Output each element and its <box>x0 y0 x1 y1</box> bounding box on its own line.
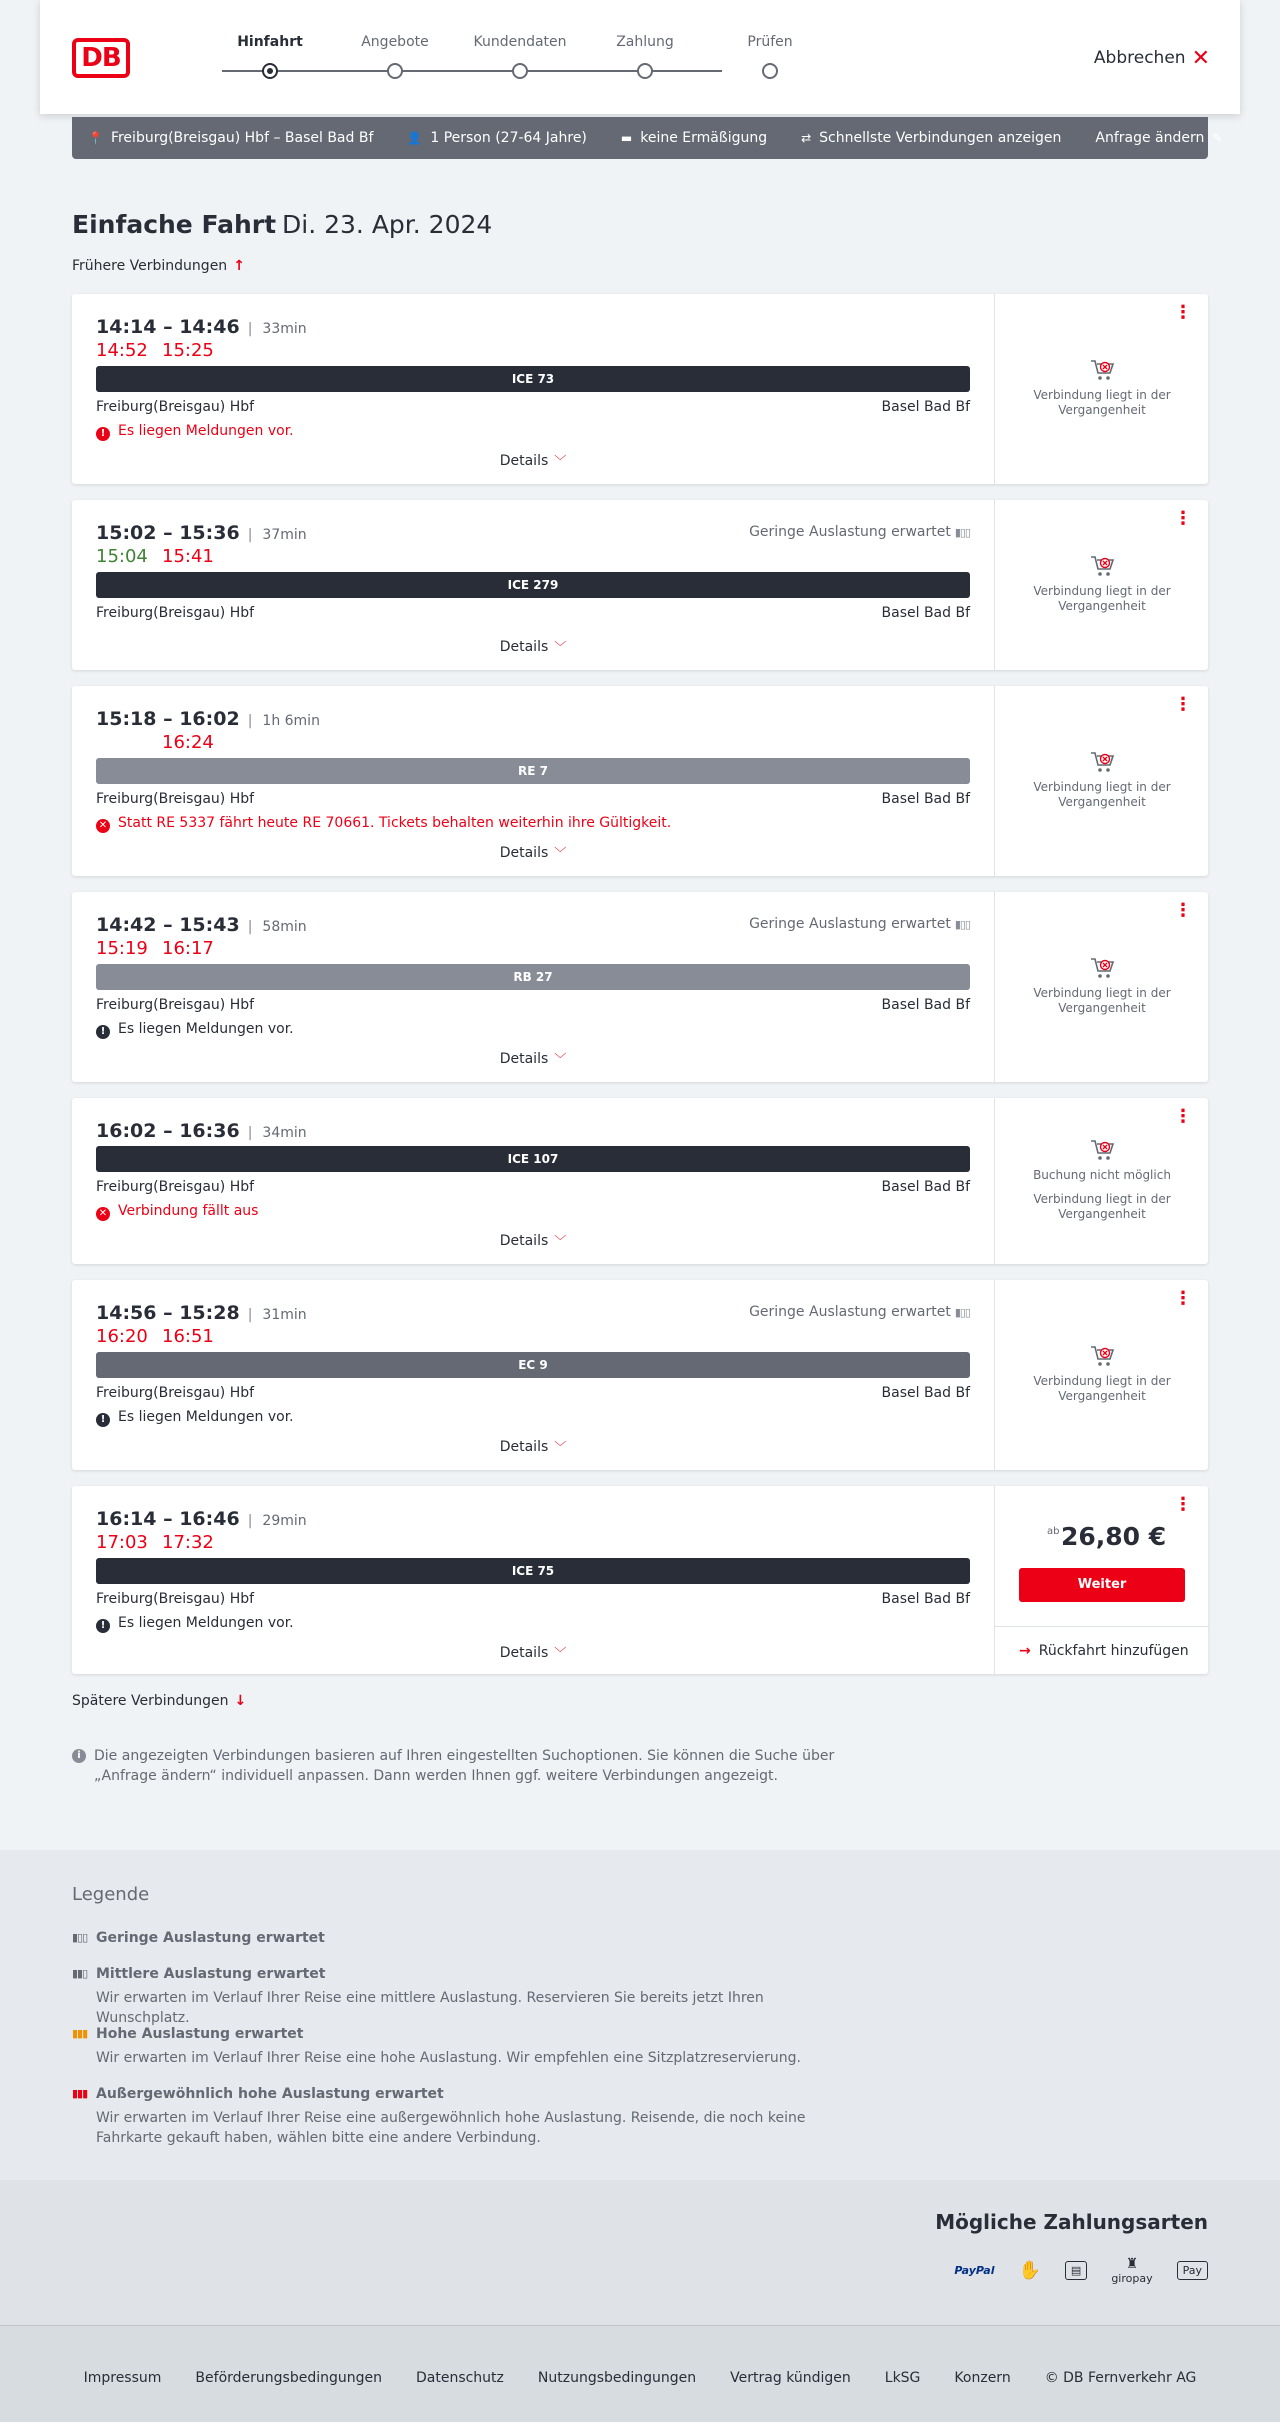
connection-side <box>994 892 1208 1082</box>
duration: | 1h 6min <box>248 713 320 729</box>
connection-side <box>994 1098 1208 1264</box>
sepa-invoice-icon: ▤ <box>1065 2261 1087 2280</box>
origin-station: Freiburg(Breisgau) Hbf <box>96 1591 255 1607</box>
disruption-message <box>96 423 294 441</box>
alert-icon: ! <box>96 1413 110 1427</box>
chevron-down-icon: ﹀ <box>554 1234 567 1248</box>
payment-title: Mögliche Zahlungsarten <box>935 2210 1208 2234</box>
legend-item-text: Wir erwarten im Verlauf Ihrer Reise eine mittlere Auslastung. Reservieren Sie bereits jetzt Ihren Wunschplatz. <box>96 1990 764 2026</box>
realtime-departure: 15:19 <box>96 938 148 959</box>
details-toggle[interactable] <box>72 844 994 861</box>
past-text: Verbindung liegt in der Vergangenheit <box>1033 780 1171 809</box>
later-label: Spätere Verbindungen <box>72 1693 229 1709</box>
duration: | 34min <box>248 1125 307 1141</box>
destination-station: Basel Bad Bf <box>881 605 970 621</box>
realtime-departure: 16:20 <box>96 1326 148 1347</box>
past-connection-info <box>995 1344 1209 1404</box>
step-label: Kundendaten <box>473 34 567 50</box>
occupancy-indicator <box>749 916 970 932</box>
connection-main <box>72 686 994 876</box>
connection-card[interactable] <box>72 1280 1208 1470</box>
footer-link-impressum[interactable]: Impressum <box>83 2370 162 2386</box>
occupancy-text: Geringe Auslastung erwartet <box>749 524 951 540</box>
connection-card[interactable] <box>72 1098 1208 1264</box>
scheduled-times: 14:14 – 14:46 <box>96 316 240 338</box>
legend-item-text: Wir erwarten im Verlauf Ihrer Reise eine außergewöhnlich hohe Auslastung. Reisende, die noch keine Fahrkarte gekauft haben, wählen bitte eine andere Verbindung. <box>96 2110 806 2146</box>
connection-card[interactable] <box>72 686 1208 876</box>
occupancy-extreme-icon: ▮▮▮ <box>72 2087 88 2100</box>
pencil-icon: ✎ <box>1212 131 1223 145</box>
more-options-icon[interactable]: ⋮ <box>1174 508 1192 529</box>
cancellation-message <box>96 1203 258 1221</box>
past-text: Verbindung liegt in der Vergangenheit <box>1033 986 1171 1015</box>
realtime-arrival: 16:24 <box>162 732 214 753</box>
more-options-icon[interactable]: ⋮ <box>1174 1106 1192 1127</box>
destination-station: Basel Bad Bf <box>881 1385 970 1401</box>
more-options-icon[interactable]: ⋮ <box>1174 694 1192 715</box>
details-label: Details <box>499 1233 549 1249</box>
details-toggle[interactable] <box>72 1050 994 1067</box>
footer-copyright: © DB Fernverkehr AG <box>1044 2370 1197 2386</box>
step-pruefen <box>710 34 830 56</box>
payment-methods-section <box>0 2180 1280 2325</box>
cart-unavailable-icon <box>1089 956 1115 980</box>
legend-item <box>72 2086 852 2148</box>
realtime-arrival: 15:25 <box>162 340 214 361</box>
occupancy-low-icon: ▮▯▯ <box>954 1306 970 1319</box>
legend-head-text: Mittlere Auslastung erwartet <box>96 1966 326 1982</box>
origin-station: Freiburg(Breisgau) Hbf <box>96 1179 255 1195</box>
past-connection-info <box>995 750 1209 810</box>
legend-item <box>72 1966 852 2028</box>
chevron-down-icon: ﹀ <box>554 640 567 654</box>
destination-station: Basel Bad Bf <box>881 791 970 807</box>
past-text: Verbindung liegt in der Vergangenheit <box>1033 1192 1171 1221</box>
origin-station: Freiburg(Breisgau) Hbf <box>96 399 255 415</box>
apple-pay-label: Pay <box>1182 2264 1202 2277</box>
edit-search-label: Anfrage ändern <box>1095 130 1205 146</box>
train-bar: ICE 279 <box>96 572 970 598</box>
origin-station: Freiburg(Breisgau) Hbf <box>96 1385 255 1401</box>
alert-icon: ! <box>96 1619 110 1633</box>
location-pin-icon: 📍 <box>88 131 103 145</box>
cancel-label: Abbrechen <box>1093 48 1186 68</box>
step-label: Prüfen <box>747 34 793 50</box>
step-dot <box>387 63 403 79</box>
route-summary <box>88 130 373 146</box>
destination-station: Basel Bad Bf <box>881 997 970 1013</box>
route-text: Freiburg(Breisgau) Hbf – Basel Bad Bf <box>110 130 374 146</box>
past-text: Verbindung liegt in der Vergangenheit <box>1033 584 1171 613</box>
chevron-down-icon: ﹀ <box>554 1646 567 1660</box>
cart-unavailable-icon <box>1089 1138 1115 1162</box>
connection-side <box>994 500 1208 670</box>
legend-head-text: Außergewöhnlich hohe Auslastung erwartet <box>96 2086 444 2102</box>
cancel-button[interactable] <box>1094 46 1210 71</box>
chevron-down-icon: ﹀ <box>554 846 567 860</box>
chevron-down-icon: ﹀ <box>554 1440 567 1454</box>
alert-icon: ! <box>96 427 110 441</box>
return-label: Rückfahrt hinzufügen <box>1038 1643 1189 1659</box>
footer-link-datenschutz[interactable]: Datenschutz <box>415 2370 504 2386</box>
cart-unavailable-icon <box>1089 1344 1115 1368</box>
connection-side <box>994 1280 1208 1470</box>
connection-main <box>72 892 994 1082</box>
occupancy-text: Geringe Auslastung erwartet <box>749 916 951 932</box>
details-label: Details <box>499 1051 549 1067</box>
trip-type: Einfache Fahrt <box>72 210 277 239</box>
connection-main <box>72 1098 994 1264</box>
info-icon: i <box>72 1749 86 1763</box>
step-label: Hinfahrt <box>237 34 303 50</box>
connection-times <box>96 708 320 730</box>
train-bar: RE 7 <box>96 758 970 784</box>
scheduled-times: 16:14 – 16:46 <box>96 1508 240 1530</box>
details-toggle[interactable] <box>72 1644 994 1661</box>
page-header <box>40 0 1240 114</box>
arrow-down-icon: ↓ <box>234 1693 247 1709</box>
legend-item-title <box>72 2026 852 2042</box>
more-options-icon[interactable]: ⋮ <box>1174 1288 1192 1309</box>
step-dot-active <box>262 63 278 79</box>
connection-times <box>96 1302 307 1324</box>
giropay-logo <box>1111 2256 1152 2285</box>
train-bar: RB 27 <box>96 964 970 990</box>
train-bar: ICE 107 <box>96 1146 970 1172</box>
scheduled-times: 14:56 – 15:28 <box>96 1302 240 1324</box>
duration: | 29min <box>248 1513 307 1529</box>
origin-station: Freiburg(Breisgau) Hbf <box>96 605 255 621</box>
earlier-connections-link[interactable] <box>72 258 245 274</box>
close-icon: ✕ <box>1191 46 1210 71</box>
info-message <box>96 1021 294 1039</box>
legend-section <box>0 1850 1280 2180</box>
step-dot <box>512 63 528 79</box>
past-connection-info <box>995 956 1209 1016</box>
earlier-label: Frühere Verbindungen <box>72 258 228 274</box>
more-options-icon[interactable]: ⋮ <box>1174 302 1192 323</box>
details-toggle[interactable] <box>72 1438 994 1455</box>
details-toggle[interactable] <box>72 1232 994 1249</box>
connection-side <box>994 1486 1208 1674</box>
message-text: Statt RE 5337 fährt heute RE 70661. Tickets behalten weiterhin ihre Gültigkeit. <box>118 815 672 831</box>
apple-pay-logo <box>1177 2261 1208 2280</box>
realtime-departure: 17:03 <box>96 1532 148 1553</box>
footer-link-nutzungsbedingungen[interactable]: Nutzungsbedingungen <box>537 2370 697 2386</box>
past-text: Verbindung liegt in der Vergangenheit <box>1033 388 1171 417</box>
occupancy-medium-icon: ▮▮▯ <box>72 1967 88 1980</box>
mode-summary <box>801 130 1061 146</box>
connection-card[interactable] <box>72 1486 1208 1674</box>
duration: | 31min <box>248 1307 307 1323</box>
connection-card[interactable] <box>72 500 1208 670</box>
info-message <box>96 1615 294 1633</box>
message-text: Es liegen Meldungen vor. <box>118 423 294 439</box>
legend-title: Legende <box>72 1884 150 1905</box>
destination-station: Basel Bad Bf <box>881 1591 970 1607</box>
duration: | 58min <box>248 919 307 935</box>
step-dot <box>637 63 653 79</box>
realtime-arrival: 17:32 <box>162 1532 214 1553</box>
chevron-down-icon: ﹀ <box>554 454 567 468</box>
arrow-right-icon: → <box>1019 1643 1031 1659</box>
paypal-logo: PayPal <box>954 2264 995 2277</box>
scheduled-times: 15:02 – 15:36 <box>96 522 240 544</box>
details-label: Details <box>499 1645 549 1661</box>
footer-links <box>0 2370 1280 2386</box>
info-message <box>96 1409 294 1427</box>
step-kundendaten <box>460 34 580 56</box>
realtime-departure: 15:04 <box>96 546 148 567</box>
details-label: Details <box>499 1439 549 1455</box>
past-connection-info <box>995 358 1209 418</box>
discount-text: keine Ermäßigung <box>640 130 768 146</box>
connection-side <box>994 294 1208 484</box>
footer-link-vertrag-kuendigen[interactable]: Vertrag kündigen <box>730 2370 851 2386</box>
occupancy-low-icon: ▮▯▯ <box>954 526 970 539</box>
footer-link-befoerderungsbedingungen[interactable]: Beförderungsbedingungen <box>195 2370 382 2386</box>
legend-item-title <box>72 2086 852 2102</box>
message-text: Verbindung fällt aus <box>118 1203 259 1219</box>
origin-station: Freiburg(Breisgau) Hbf <box>96 791 255 807</box>
price: 26,80 € <box>1061 1522 1167 1551</box>
step-zahlung <box>585 34 705 56</box>
connection-card[interactable] <box>72 892 1208 1082</box>
connection-main <box>72 1486 994 1674</box>
legend-item-text: Wir erwarten im Verlauf Ihrer Reise eine hohe Auslastung. Wir empfehlen eine Sitzplatzreservierung. <box>96 2050 801 2066</box>
occupancy-indicator <box>749 524 970 540</box>
scheduled-times: 16:02 – 16:36 <box>96 1120 240 1142</box>
error-x-icon: ✕ <box>96 1207 110 1221</box>
occupancy-text: Geringe Auslastung erwartet <box>749 1304 951 1320</box>
scheduled-times: 15:18 – 16:02 <box>96 708 240 730</box>
step-label: Zahlung <box>616 34 674 50</box>
chevron-down-icon: ﹀ <box>554 1052 567 1066</box>
message-text: Es liegen Meldungen vor. <box>118 1021 294 1037</box>
credit-card-icon: ✋ <box>1018 2260 1041 2281</box>
search-info-note <box>72 1746 852 1786</box>
connection-times <box>96 1120 307 1142</box>
step-hinfahrt <box>210 34 330 56</box>
cart-unavailable-icon <box>1089 750 1115 774</box>
more-options-icon[interactable]: ⋮ <box>1174 1494 1192 1515</box>
details-label: Details <box>499 453 549 469</box>
discount-summary <box>621 130 767 146</box>
duration: | 33min <box>248 321 307 337</box>
step-label: Angebote <box>361 34 429 50</box>
connection-main <box>72 294 994 484</box>
legend-head-text: Geringe Auslastung erwartet <box>96 1930 325 1946</box>
step-angebote <box>335 34 455 56</box>
continue-button[interactable]: Weiter <box>1019 1568 1185 1602</box>
giropay-label: giropay <box>1111 2272 1153 2285</box>
bahncard-icon: ▬ <box>620 131 633 145</box>
more-options-icon[interactable]: ⋮ <box>1174 900 1192 921</box>
details-label: Details <box>499 639 549 655</box>
legend-item <box>72 1930 852 1946</box>
connection-main <box>72 1280 994 1470</box>
info-text: Die angezeigten Verbindungen basieren auf Ihren eingestellten Suchoptionen. Sie können die Suche über „Anfrage ändern“ individuell anpassen. Dann werden Ihnen ggf. weitere Verbindungen angezeigt. <box>94 1748 835 1784</box>
legend-item-title <box>72 1966 852 1982</box>
footer-link-konzern[interactable]: Konzern <box>954 2370 1011 2386</box>
occupancy-high-icon: ▮▮▮ <box>72 2027 88 2040</box>
train-bar: EC 9 <box>96 1352 970 1378</box>
connection-times <box>96 522 307 544</box>
train-bar: ICE 73 <box>96 366 970 392</box>
realtime-arrival: 15:41 <box>162 546 214 567</box>
mode-text: Schnellste Verbindungen anzeigen <box>819 130 1062 146</box>
realtime-departure: 14:52 <box>96 340 148 361</box>
edit-search-button[interactable] <box>1095 130 1222 146</box>
connection-times <box>96 1508 307 1530</box>
booking-unavailable-info <box>995 1138 1209 1222</box>
page-footer <box>0 2325 1280 2422</box>
origin-station: Freiburg(Breisgau) Hbf <box>96 997 255 1013</box>
passenger-summary <box>407 130 587 146</box>
connection-times <box>96 316 307 338</box>
scheduled-times: 14:42 – 15:43 <box>96 914 240 936</box>
payment-logos <box>930 2256 1208 2285</box>
past-text: Verbindung liegt in der Vergangenheit <box>1033 1374 1171 1403</box>
train-bar: ICE 75 <box>96 1558 970 1584</box>
price-prefix: ab <box>1047 1526 1060 1537</box>
connection-times <box>96 914 307 936</box>
destination-station: Basel Bad Bf <box>881 399 970 415</box>
legend-head-text: Hohe Auslastung erwartet <box>96 2026 304 2042</box>
realtime-arrival: 16:17 <box>162 938 214 959</box>
arrow-up-icon: ↑ <box>233 258 245 274</box>
realtime-arrival: 16:51 <box>162 1326 214 1347</box>
occupancy-low-icon: ▮▯▯ <box>72 1931 88 1944</box>
message-text: Es liegen Meldungen vor. <box>118 1615 294 1631</box>
cart-unavailable-icon <box>1089 554 1115 578</box>
add-return-trip-button[interactable] <box>995 1626 1209 1674</box>
page-title <box>72 210 492 239</box>
destination-station: Basel Bad Bf <box>881 1179 970 1195</box>
booking-stepper <box>210 34 793 84</box>
search-summary-bar <box>72 117 1223 159</box>
giropay-symbol: ♜ <box>1125 2256 1139 2272</box>
connection-main <box>72 500 994 670</box>
past-connection-info <box>995 554 1209 614</box>
later-connections-link[interactable] <box>72 1693 246 1709</box>
details-toggle[interactable] <box>72 452 994 469</box>
alert-icon: ! <box>96 1025 110 1039</box>
duration: | 37min <box>248 527 307 543</box>
footer-link-lksg[interactable]: LkSG <box>884 2370 921 2386</box>
db-logo[interactable]: DB <box>72 38 130 78</box>
cart-unavailable-icon <box>1089 358 1115 382</box>
occupancy-low-icon: ▮▯▯ <box>954 918 970 931</box>
passenger-text: 1 Person (27-64 Jahre) <box>430 130 587 146</box>
booking-unavailable-text: Buchung nicht möglich <box>1033 1168 1171 1182</box>
swap-arrows-icon: ⇄ <box>801 131 812 145</box>
details-toggle[interactable] <box>72 638 994 655</box>
connection-side <box>994 686 1208 876</box>
legend-item-title <box>72 1930 852 1946</box>
replacement-message <box>96 815 671 833</box>
legend-item <box>72 2026 852 2068</box>
trip-date: Di. 23. Apr. 2024 <box>282 210 493 239</box>
step-dot <box>762 63 778 79</box>
occupancy-indicator <box>749 1304 970 1320</box>
person-icon: 👤 <box>407 131 423 145</box>
message-text: Es liegen Meldungen vor. <box>118 1409 294 1425</box>
error-x-icon: ✕ <box>96 819 110 833</box>
details-label: Details <box>499 845 549 861</box>
connection-card[interactable] <box>72 294 1208 484</box>
